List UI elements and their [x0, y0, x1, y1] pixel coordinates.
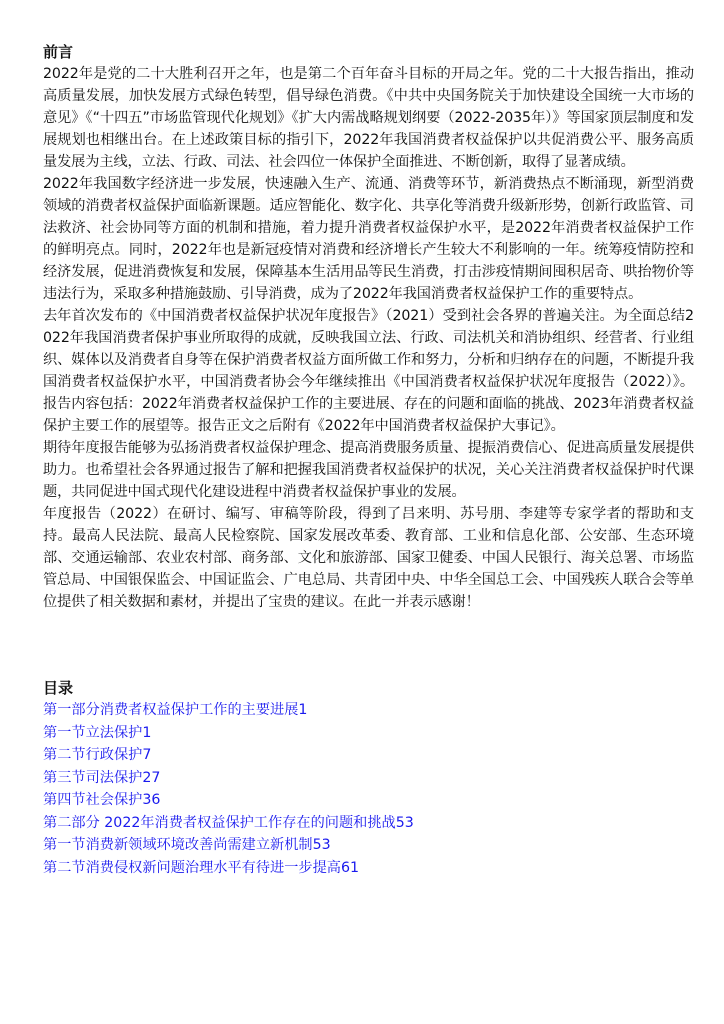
- toc-item-part-2[interactable]: 第二部分 2022年消费者权益保护工作存在的问题和挑战53: [43, 814, 414, 831]
- preface-heading: 前言: [43, 43, 74, 61]
- preface-section: [43, 41, 694, 613]
- toc-heading: 目录: [43, 679, 74, 697]
- toc-item-governance-improvement[interactable]: 第二节消费侵权新问题治理水平有待进一步提高61: [43, 859, 359, 876]
- toc-item-legislative-protection[interactable]: 第一节立法保护1: [43, 724, 152, 741]
- toc-item-administrative-protection[interactable]: 第二节行政保护7: [43, 747, 152, 763]
- toc-section: [43, 677, 694, 879]
- preface-paragraph-1: 2022年是党的二十大胜利召开之年，也是第二个百年奋斗目标的开局之年。党的二十大报告指出，推动高质量发展，加快发展方式绿色转型，倡导绿色消费。《中共中央国务院关于加快建设全国统一大市场的意见》《“十四五”市场监管现代化规划》《扩大内需战略规划纲要（2022-2035年）》等国家顶层制度和发展规划也相继出台。在上述政策目标的指引下，2022年我国消费者权益保护以共促消费公平、服务高质量发展为主线，立法、行政、司法、社会四位一体保护全面推进、不断创新，取得了显著成绩。: [43, 66, 694, 170]
- toc-item-social-protection[interactable]: 第四节社会保护36: [43, 792, 161, 808]
- preface-paragraph-5: 年度报告（2022）在研讨、编写、审稿等阶段，得到了吕来明、苏号朋、李建等专家学者的帮助和支持。最高人民法院、最高人民检察院、国家发展改革委、教育部、工业和信息化部、公安部、生态环境部、交通运输部、农业农村部、商务部、文化和旅游部、国家卫健委、中国人民银行、海关总署、市场监管总局、中国银保监会、中国证监会、广电总局、共青团中央、中华全国总工会、中国残疾人联合会等单位提供了相关数据和素材，并提出了宝贵的建议。在此一并表示感谢！: [43, 506, 694, 610]
- preface-paragraph-4: 期待年度报告能够为弘扬消费者权益保护理念、提高消费服务质量、提振消费信心、促进高质量发展提供助力。也希望社会各界通过报告了解和把握我国消费者权益保护的状况，关心关注消费者权益保护时代课题，共同促进中国式现代化建设进程中消费者权益保护事业的发展。: [43, 440, 694, 500]
- toc-item-new-mechanisms[interactable]: 第一节消费新领域环境改善尚需建立新机制53: [43, 837, 331, 853]
- preface-paragraph-2: 2022年我国数字经济进一步发展，快速融入生产、流通、消费等环节，新消费热点不断涌现，新型消费领域的消费者权益保护面临新课题。适应智能化、数字化、共享化等消费升级新形势，创新行政监管、司法救济、社会协同等方面的机制和措施，着力提升消费者权益保护水平，是2022年消费者权益保护工作的鲜明亮点。同时，2022年也是新冠疫情对消费和经济增长产生较大不利影响的一年。统筹疫情防控和经济发展，促进消费恢复和发展，保障基本生活用品等民生消费，打击涉疫情期间囤积居奇、哄抬物价等违法行为，采取多种措施鼓励、引导消费，成为了2022年我国消费者权益保护工作的重要特点。: [43, 176, 694, 302]
- toc-item-part-1[interactable]: 第一部分消费者权益保护工作的主要进展1: [43, 702, 308, 718]
- toc-list: [43, 699, 694, 879]
- section-spacer: [43, 613, 694, 677]
- toc-item-judicial-protection[interactable]: 第三节司法保护27: [43, 769, 161, 786]
- preface-paragraph-3: 去年首次发布的《中国消费者权益保护状况年度报告》（2021）受到社会各界的普遍关注。为全面总结2022年我国消费者保护事业所取得的成就，反映我国立法、行政、司法机关和消协组织、经营者、行业组织、媒体以及消费者自身等在保护消费者权益方面所做工作和努力，分析和归纳存在的问题，不断提升我国消费者权益保护水平，中国消费者协会今年继续推出《中国消费者权益保护状况年度报告（2022）》。报告内容包括：2022年消费者权益保护工作的主要进展、存在的问题和面临的挑战、2023年消费者权益保护主要工作的展望等。报告正文之后附有《2022年中国消费者权益保护大事记》。: [43, 308, 694, 434]
